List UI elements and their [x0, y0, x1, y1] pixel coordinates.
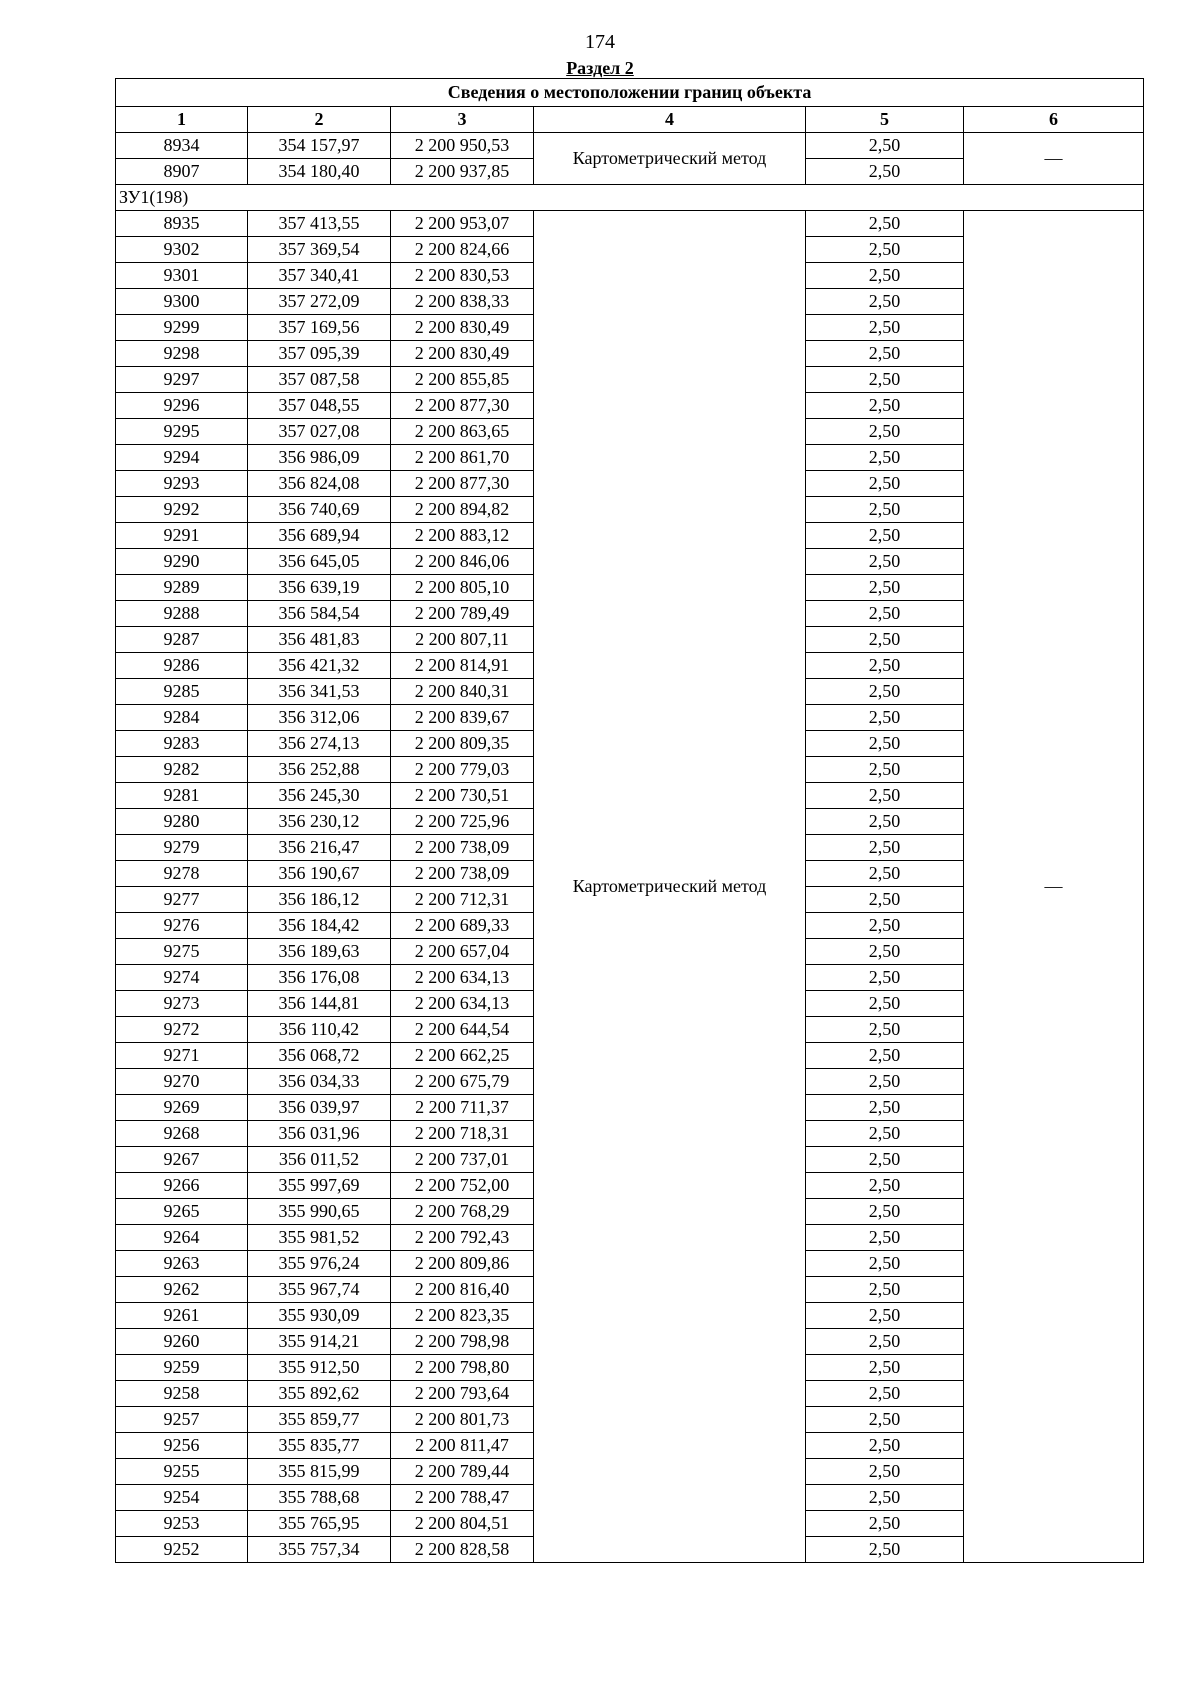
- y-coordinate-cell: 2 200 861,70: [391, 445, 534, 471]
- table-body: [116, 133, 1144, 1563]
- point-number-cell: 9269: [116, 1095, 248, 1121]
- point-number-cell: 9271: [116, 1043, 248, 1069]
- accuracy-cell: 2,50: [806, 1433, 964, 1459]
- y-coordinate-cell: 2 200 662,25: [391, 1043, 534, 1069]
- y-coordinate-cell: 2 200 883,12: [391, 523, 534, 549]
- accuracy-cell: 2,50: [806, 341, 964, 367]
- y-coordinate-cell: 2 200 634,13: [391, 965, 534, 991]
- y-coordinate-cell: 2 200 846,06: [391, 549, 534, 575]
- point-number-cell: 9281: [116, 783, 248, 809]
- x-coordinate-cell: 356 639,19: [248, 575, 391, 601]
- point-number-cell: 9279: [116, 835, 248, 861]
- y-coordinate-cell: 2 200 798,98: [391, 1329, 534, 1355]
- point-number-cell: 9256: [116, 1433, 248, 1459]
- point-number-cell: 9283: [116, 731, 248, 757]
- y-coordinate-cell: 2 200 798,80: [391, 1355, 534, 1381]
- y-coordinate-cell: 2 200 675,79: [391, 1069, 534, 1095]
- y-coordinate-cell: 2 200 937,85: [391, 159, 534, 185]
- accuracy-cell: 2,50: [806, 315, 964, 341]
- x-coordinate-cell: 357 169,56: [248, 315, 391, 341]
- point-number-cell: 9254: [116, 1485, 248, 1511]
- accuracy-cell: 2,50: [806, 237, 964, 263]
- y-coordinate-cell: 2 200 801,73: [391, 1407, 534, 1433]
- point-number-cell: 9266: [116, 1173, 248, 1199]
- accuracy-cell: 2,50: [806, 653, 964, 679]
- x-coordinate-cell: 356 689,94: [248, 523, 391, 549]
- point-number-cell: 8907: [116, 159, 248, 185]
- x-coordinate-cell: 356 584,54: [248, 601, 391, 627]
- group-label: ЗУ1(198): [116, 185, 1144, 211]
- point-number-cell: 9293: [116, 471, 248, 497]
- accuracy-cell: 2,50: [806, 523, 964, 549]
- accuracy-cell: 2,50: [806, 1485, 964, 1511]
- column-header: 2: [248, 107, 391, 133]
- point-number-cell: 9288: [116, 601, 248, 627]
- y-coordinate-cell: 2 200 737,01: [391, 1147, 534, 1173]
- accuracy-cell: 2,50: [806, 497, 964, 523]
- column-header: 4: [534, 107, 806, 133]
- y-coordinate-cell: 2 200 809,86: [391, 1251, 534, 1277]
- y-coordinate-cell: 2 200 789,49: [391, 601, 534, 627]
- y-coordinate-cell: 2 200 840,31: [391, 679, 534, 705]
- method-cell: Картометрический метод: [534, 211, 806, 1563]
- x-coordinate-cell: 356 176,08: [248, 965, 391, 991]
- y-coordinate-cell: 2 200 788,47: [391, 1485, 534, 1511]
- y-coordinate-cell: 2 200 830,53: [391, 263, 534, 289]
- point-number-cell: 9290: [116, 549, 248, 575]
- y-coordinate-cell: 2 200 793,64: [391, 1381, 534, 1407]
- accuracy-cell: 2,50: [806, 783, 964, 809]
- accuracy-cell: 2,50: [806, 1537, 964, 1563]
- x-coordinate-cell: 357 027,08: [248, 419, 391, 445]
- accuracy-cell: 2,50: [806, 367, 964, 393]
- accuracy-cell: 2,50: [806, 471, 964, 497]
- accuracy-cell: 2,50: [806, 1277, 964, 1303]
- x-coordinate-cell: 356 031,96: [248, 1121, 391, 1147]
- point-number-cell: 9257: [116, 1407, 248, 1433]
- x-coordinate-cell: 355 976,24: [248, 1251, 391, 1277]
- accuracy-cell: 2,50: [806, 419, 964, 445]
- y-coordinate-cell: 2 200 730,51: [391, 783, 534, 809]
- accuracy-cell: 2,50: [806, 1069, 964, 1095]
- x-coordinate-cell: 357 272,09: [248, 289, 391, 315]
- x-coordinate-cell: 356 144,81: [248, 991, 391, 1017]
- x-coordinate-cell: 356 645,05: [248, 549, 391, 575]
- y-coordinate-cell: 2 200 805,10: [391, 575, 534, 601]
- y-coordinate-cell: 2 200 824,66: [391, 237, 534, 263]
- point-number-cell: 9277: [116, 887, 248, 913]
- x-coordinate-cell: 356 824,08: [248, 471, 391, 497]
- x-coordinate-cell: 355 981,52: [248, 1225, 391, 1251]
- accuracy-cell: 2,50: [806, 887, 964, 913]
- point-number-cell: 9287: [116, 627, 248, 653]
- point-number-cell: 9259: [116, 1355, 248, 1381]
- note-cell: —: [964, 133, 1144, 185]
- method-cell: Картометрический метод: [534, 133, 806, 185]
- accuracy-cell: 2,50: [806, 1017, 964, 1043]
- accuracy-cell: 2,50: [806, 549, 964, 575]
- note-cell: —: [964, 211, 1144, 1563]
- x-coordinate-cell: 356 274,13: [248, 731, 391, 757]
- point-number-cell: 9274: [116, 965, 248, 991]
- point-number-cell: 9258: [116, 1381, 248, 1407]
- point-number-cell: 9298: [116, 341, 248, 367]
- x-coordinate-cell: 356 986,09: [248, 445, 391, 471]
- accuracy-cell: 2,50: [806, 1329, 964, 1355]
- point-number-cell: 9297: [116, 367, 248, 393]
- section-title: Раздел 2: [566, 58, 634, 78]
- accuracy-cell: 2,50: [806, 627, 964, 653]
- y-coordinate-cell: 2 200 830,49: [391, 315, 534, 341]
- accuracy-cell: 2,50: [806, 1303, 964, 1329]
- point-number-cell: 9261: [116, 1303, 248, 1329]
- point-number-cell: 9255: [116, 1459, 248, 1485]
- y-coordinate-cell: 2 200 779,03: [391, 757, 534, 783]
- point-number-cell: 9282: [116, 757, 248, 783]
- point-number-cell: 9278: [116, 861, 248, 887]
- y-coordinate-cell: 2 200 828,58: [391, 1537, 534, 1563]
- point-number-cell: 9285: [116, 679, 248, 705]
- accuracy-cell: 2,50: [806, 445, 964, 471]
- accuracy-cell: 2,50: [806, 601, 964, 627]
- x-coordinate-cell: 357 048,55: [248, 393, 391, 419]
- accuracy-cell: 2,50: [806, 1355, 964, 1381]
- point-number-cell: 9289: [116, 575, 248, 601]
- x-coordinate-cell: 355 912,50: [248, 1355, 391, 1381]
- y-coordinate-cell: 2 200 894,82: [391, 497, 534, 523]
- accuracy-cell: 2,50: [806, 159, 964, 185]
- x-coordinate-cell: 356 011,52: [248, 1147, 391, 1173]
- point-number-cell: 9260: [116, 1329, 248, 1355]
- accuracy-cell: 2,50: [806, 1095, 964, 1121]
- point-number-cell: 9253: [116, 1511, 248, 1537]
- table-header-row: [116, 107, 1144, 133]
- point-number-cell: 9273: [116, 991, 248, 1017]
- accuracy-cell: 2,50: [806, 991, 964, 1017]
- table-row: [116, 133, 1144, 159]
- accuracy-cell: 2,50: [806, 1407, 964, 1433]
- y-coordinate-cell: 2 200 950,53: [391, 133, 534, 159]
- y-coordinate-cell: 2 200 752,00: [391, 1173, 534, 1199]
- group-label-row: [116, 185, 1144, 211]
- point-number-cell: 9284: [116, 705, 248, 731]
- x-coordinate-cell: 356 216,47: [248, 835, 391, 861]
- page-number: 174: [585, 31, 615, 53]
- x-coordinate-cell: 355 997,69: [248, 1173, 391, 1199]
- point-number-cell: 9302: [116, 237, 248, 263]
- x-coordinate-cell: 355 990,65: [248, 1199, 391, 1225]
- x-coordinate-cell: 356 068,72: [248, 1043, 391, 1069]
- point-number-cell: 9276: [116, 913, 248, 939]
- point-number-cell: 9272: [116, 1017, 248, 1043]
- point-number-cell: 9252: [116, 1537, 248, 1563]
- x-coordinate-cell: 356 481,83: [248, 627, 391, 653]
- x-coordinate-cell: 355 765,95: [248, 1511, 391, 1537]
- point-number-cell: 9275: [116, 939, 248, 965]
- x-coordinate-cell: 355 815,99: [248, 1459, 391, 1485]
- accuracy-cell: 2,50: [806, 1251, 964, 1277]
- y-coordinate-cell: 2 200 804,51: [391, 1511, 534, 1537]
- x-coordinate-cell: 357 340,41: [248, 263, 391, 289]
- point-number-cell: 9265: [116, 1199, 248, 1225]
- x-coordinate-cell: 355 835,77: [248, 1433, 391, 1459]
- accuracy-cell: 2,50: [806, 133, 964, 159]
- accuracy-cell: 2,50: [806, 1511, 964, 1537]
- accuracy-cell: 2,50: [806, 679, 964, 705]
- y-coordinate-cell: 2 200 738,09: [391, 861, 534, 887]
- y-coordinate-cell: 2 200 877,30: [391, 471, 534, 497]
- y-coordinate-cell: 2 200 689,33: [391, 913, 534, 939]
- point-number-cell: 8934: [116, 133, 248, 159]
- accuracy-cell: 2,50: [806, 731, 964, 757]
- x-coordinate-cell: 355 967,74: [248, 1277, 391, 1303]
- x-coordinate-cell: 355 892,62: [248, 1381, 391, 1407]
- y-coordinate-cell: 2 200 823,35: [391, 1303, 534, 1329]
- accuracy-cell: 2,50: [806, 1199, 964, 1225]
- accuracy-cell: 2,50: [806, 861, 964, 887]
- point-number-cell: 9270: [116, 1069, 248, 1095]
- x-coordinate-cell: 355 930,09: [248, 1303, 391, 1329]
- point-number-cell: 9292: [116, 497, 248, 523]
- y-coordinate-cell: 2 200 839,67: [391, 705, 534, 731]
- point-number-cell: 9295: [116, 419, 248, 445]
- point-number-cell: 9264: [116, 1225, 248, 1251]
- x-coordinate-cell: 356 189,63: [248, 939, 391, 965]
- x-coordinate-cell: 356 341,53: [248, 679, 391, 705]
- y-coordinate-cell: 2 200 712,31: [391, 887, 534, 913]
- y-coordinate-cell: 2 200 809,35: [391, 731, 534, 757]
- x-coordinate-cell: 356 186,12: [248, 887, 391, 913]
- x-coordinate-cell: 355 914,21: [248, 1329, 391, 1355]
- x-coordinate-cell: 357 095,39: [248, 341, 391, 367]
- point-number-cell: 9296: [116, 393, 248, 419]
- point-number-cell: 9267: [116, 1147, 248, 1173]
- column-header: 1: [116, 107, 248, 133]
- y-coordinate-cell: 2 200 855,85: [391, 367, 534, 393]
- accuracy-cell: 2,50: [806, 1173, 964, 1199]
- x-coordinate-cell: 357 413,55: [248, 211, 391, 237]
- accuracy-cell: 2,50: [806, 757, 964, 783]
- accuracy-cell: 2,50: [806, 835, 964, 861]
- point-number-cell: 8935: [116, 211, 248, 237]
- accuracy-cell: 2,50: [806, 1121, 964, 1147]
- y-coordinate-cell: 2 200 725,96: [391, 809, 534, 835]
- x-coordinate-cell: 356 110,42: [248, 1017, 391, 1043]
- x-coordinate-cell: 357 087,58: [248, 367, 391, 393]
- point-number-cell: 9299: [116, 315, 248, 341]
- y-coordinate-cell: 2 200 657,04: [391, 939, 534, 965]
- table-caption: Сведения о местоположении границ объекта: [116, 79, 1144, 107]
- accuracy-cell: 2,50: [806, 393, 964, 419]
- y-coordinate-cell: 2 200 838,33: [391, 289, 534, 315]
- x-coordinate-cell: 354 157,97: [248, 133, 391, 159]
- point-number-cell: 9280: [116, 809, 248, 835]
- x-coordinate-cell: 356 184,42: [248, 913, 391, 939]
- x-coordinate-cell: 356 252,88: [248, 757, 391, 783]
- point-number-cell: 9286: [116, 653, 248, 679]
- accuracy-cell: 2,50: [806, 1225, 964, 1251]
- y-coordinate-cell: 2 200 792,43: [391, 1225, 534, 1251]
- accuracy-cell: 2,50: [806, 263, 964, 289]
- y-coordinate-cell: 2 200 807,11: [391, 627, 534, 653]
- accuracy-cell: 2,50: [806, 1459, 964, 1485]
- point-number-cell: 9294: [116, 445, 248, 471]
- point-number-cell: 9291: [116, 523, 248, 549]
- x-coordinate-cell: 356 245,30: [248, 783, 391, 809]
- y-coordinate-cell: 2 200 877,30: [391, 393, 534, 419]
- column-header: 5: [806, 107, 964, 133]
- accuracy-cell: 2,50: [806, 1381, 964, 1407]
- x-coordinate-cell: 355 788,68: [248, 1485, 391, 1511]
- y-coordinate-cell: 2 200 711,37: [391, 1095, 534, 1121]
- x-coordinate-cell: 356 312,06: [248, 705, 391, 731]
- x-coordinate-cell: 356 034,33: [248, 1069, 391, 1095]
- x-coordinate-cell: 356 230,12: [248, 809, 391, 835]
- accuracy-cell: 2,50: [806, 289, 964, 315]
- x-coordinate-cell: 355 859,77: [248, 1407, 391, 1433]
- x-coordinate-cell: 356 740,69: [248, 497, 391, 523]
- y-coordinate-cell: 2 200 811,47: [391, 1433, 534, 1459]
- point-number-cell: 9263: [116, 1251, 248, 1277]
- point-number-cell: 9262: [116, 1277, 248, 1303]
- point-number-cell: 9301: [116, 263, 248, 289]
- accuracy-cell: 2,50: [806, 1147, 964, 1173]
- y-coordinate-cell: 2 200 768,29: [391, 1199, 534, 1225]
- y-coordinate-cell: 2 200 863,65: [391, 419, 534, 445]
- y-coordinate-cell: 2 200 789,44: [391, 1459, 534, 1485]
- y-coordinate-cell: 2 200 738,09: [391, 835, 534, 861]
- y-coordinate-cell: 2 200 816,40: [391, 1277, 534, 1303]
- x-coordinate-cell: 354 180,40: [248, 159, 391, 185]
- x-coordinate-cell: 356 039,97: [248, 1095, 391, 1121]
- column-header: 6: [964, 107, 1144, 133]
- column-header: 3: [391, 107, 534, 133]
- accuracy-cell: 2,50: [806, 575, 964, 601]
- accuracy-cell: 2,50: [806, 965, 964, 991]
- accuracy-cell: 2,50: [806, 1043, 964, 1069]
- y-coordinate-cell: 2 200 953,07: [391, 211, 534, 237]
- y-coordinate-cell: 2 200 644,54: [391, 1017, 534, 1043]
- accuracy-cell: 2,50: [806, 809, 964, 835]
- x-coordinate-cell: 357 369,54: [248, 237, 391, 263]
- y-coordinate-cell: 2 200 814,91: [391, 653, 534, 679]
- accuracy-cell: 2,50: [806, 913, 964, 939]
- table-row: [116, 211, 1144, 237]
- x-coordinate-cell: 356 190,67: [248, 861, 391, 887]
- point-number-cell: 9268: [116, 1121, 248, 1147]
- accuracy-cell: 2,50: [806, 939, 964, 965]
- y-coordinate-cell: 2 200 634,13: [391, 991, 534, 1017]
- accuracy-cell: 2,50: [806, 705, 964, 731]
- boundary-coordinates-table: [115, 78, 1144, 1563]
- y-coordinate-cell: 2 200 718,31: [391, 1121, 534, 1147]
- point-number-cell: 9300: [116, 289, 248, 315]
- accuracy-cell: 2,50: [806, 211, 964, 237]
- x-coordinate-cell: 355 757,34: [248, 1537, 391, 1563]
- y-coordinate-cell: 2 200 830,49: [391, 341, 534, 367]
- x-coordinate-cell: 356 421,32: [248, 653, 391, 679]
